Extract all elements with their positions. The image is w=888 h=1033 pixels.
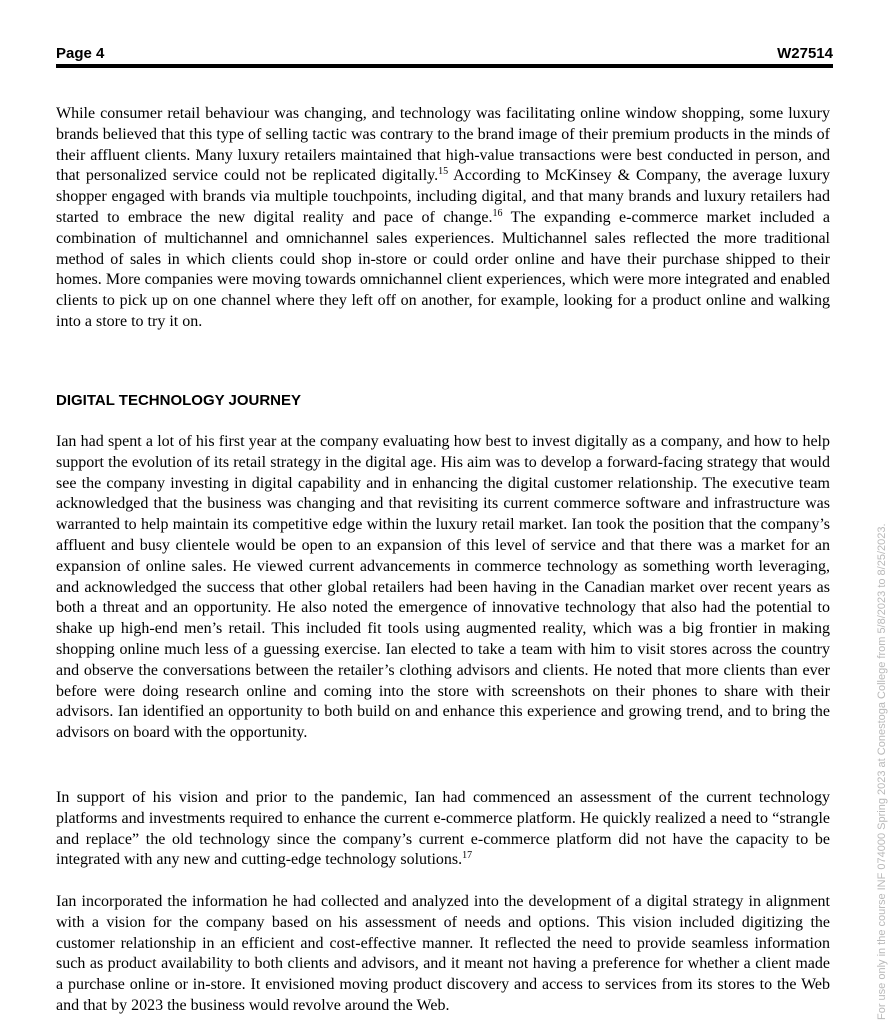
page-number: Page 4 [56, 45, 105, 62]
footnote-ref-17: 17 [462, 850, 473, 862]
paragraph-4: Ian incorporated the information he had collected and analyzed into the development of a digital strategy in alignment with a vision for the company based on his assessment of needs and options. This vision included digitizing the customer relationship in an efficient and cost-effective manner. It reflected the need to provide seamless information such as product availability to both clients and advisors, and it meant not having a preference for whether a client made a purchase online or in-store. It envisioned moving product discovery and access to services from its stores to the Web and that by 2023 the business would revolve around the Web. [56, 893, 830, 1014]
case-code: W27514 [777, 45, 833, 62]
paragraph-1-part-b: According to McKinsey & Company, the average luxury shopper engaged with brands via multiple touchpoints, including digital, and that many brands and luxury retailers had started to embrace the new digital reality and pace of change. [56, 167, 830, 226]
section-heading: DIGITAL TECHNOLOGY JOURNEY [56, 392, 302, 409]
header-rule [56, 64, 833, 68]
paragraph-1-part-c: The expanding e-commerce market included a combination of multichannel and omnichannel sales experiences. Multichannel sales reflected the more traditional method of sales in which clients could shop in-store or could order online and have their purchase shipped to their homes. More companies were moving towards omnichannel client experiences, which were more integrated and enabled clients to pick up on one channel where they left off on another, for example, looking for a product online and walking into a store to try it on. [56, 208, 831, 330]
page-header [56, 44, 833, 64]
paragraph-3-text: In support of his vision and prior to the pandemic, Ian had commenced an assessment of the current technology platforms and investments required to enhance the current e-commerce platform. He quickly realized a need to “strangle and replace” the old technology since the company’s current e-commerce platform did not have the capacity to be integrated with any new and cutting-edge technology solutions. [56, 789, 830, 869]
footnote-ref-16: 16 [492, 207, 503, 219]
paragraph-2: Ian had spent a lot of his first year at the company evaluating how best to invest digitally as a company, and how to help support the evolution of its retail strategy in the digital age. His aim was to develop a forward-facing strategy that would see the company investing in digital capability and in enhancing the digital customer relationship. The executive team acknowledged that the business was changing and that revisiting its current commerce software and infrastructure was warranted to help maintain its competitive edge within the luxury retail market. Ian took the position that the company’s affluent and busy clientele would be open to an expansion of this level of service and that there was a market for an expansion of online sales. He viewed current advancements in commerce technology as something worth leveraging, and acknowledged the success that other global retailers had been having in the Canadian market over recent years as both a threat and an opportunity. He also noted the emergence of innovative technology that also had the potential to shake up high-end men’s retail. This included fit tools using augmented reality, which was a big frontier in making shopping online much less of a guessing exercise. Ian elected to take a team with him to visit stores across the country and observe the conversations between the retailer’s clothing advisors and clients. He noted that more clients than ever before were doing research online and coming into the store with screenshots on their phones to share with their advisors. Ian identified an opportunity to both build on and enhance this experience and growing trend, and to bring the advisors on board with the opportunity. [56, 433, 830, 742]
footnote-ref-15: 15 [438, 166, 449, 178]
paragraph-1-part-a: While consumer retail behaviour was changing, and technology was facilitating online window shopping, some luxury brands believed that this type of selling tactic was contrary to the brand image of their premium products in the minds of their affluent clients. Many luxury retailers maintained that high-value transactions were best conducted in person, and that personalized service could not be replicated digitally. [56, 105, 830, 185]
paragraph-3 [56, 788, 830, 871]
paragraph-1 [56, 104, 830, 333]
usage-watermark: For use only in the course INF 074000 Spring 2023 at Conestoga College from 5/8/2023 to 8/25/2023. [876, 523, 888, 1020]
